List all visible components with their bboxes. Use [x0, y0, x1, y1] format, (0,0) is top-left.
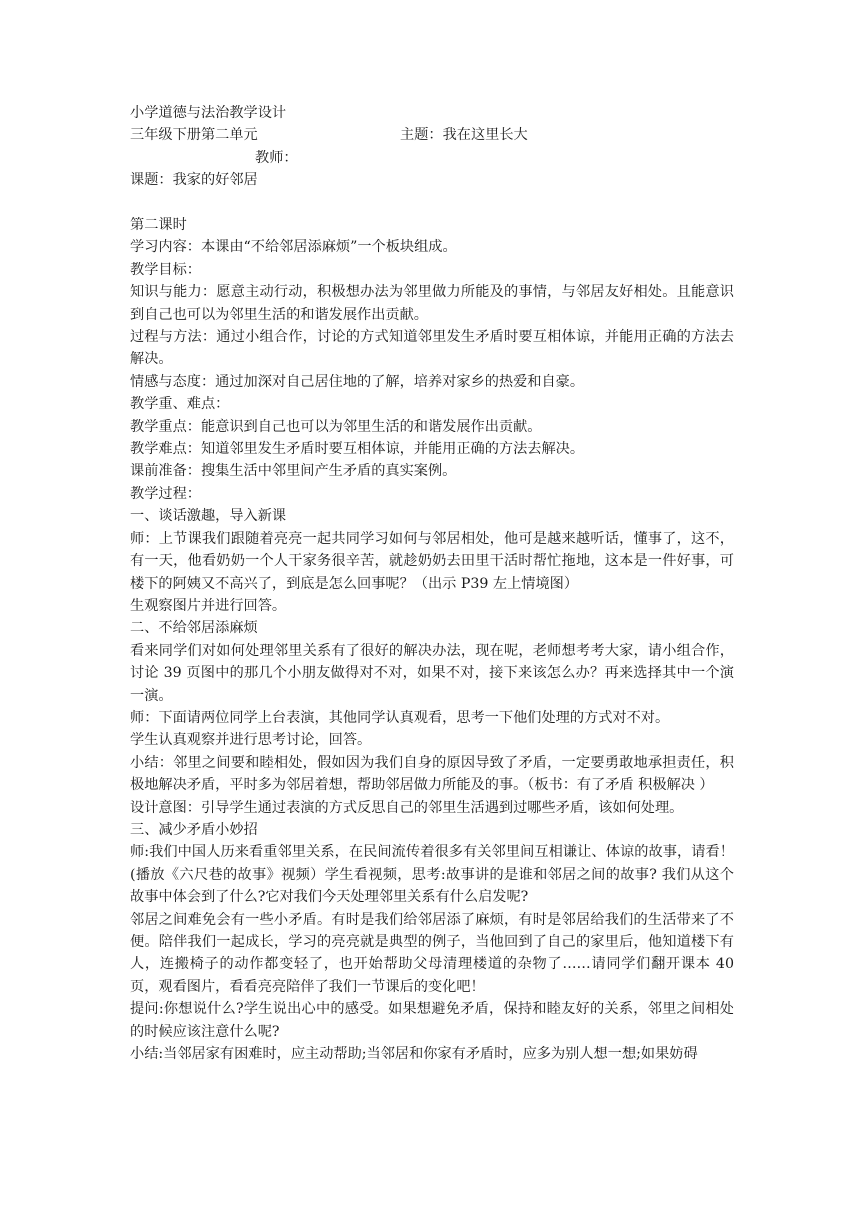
- difficult-point: 教学难点：知道邻里发生矛盾时要互相体谅，并能用正确的方法去解决。: [130, 441, 585, 458]
- section-2-paragraph: 看来同学们对如何处理邻里关系有了很好的解决办法，现在呢，老师想考考大家，请小组合作，讨论 39 页图中的那几个小朋友做得对不对，如果不对，接下来该怎么办？再来选择其中一个演一演。: [130, 642, 734, 704]
- key-point: 教学重点：能意识到自己也可以为邻里生活的和谐发展作出贡献。: [130, 418, 542, 435]
- objective-process: 过程与方法：通过小组合作，讨论的方式知道邻里发生矛盾时要互相体谅，并能用正确的方法去解决。: [130, 329, 734, 368]
- section-2-summary: 小结：邻里之间要和睦相处，假如因为我们自身的原因导致了矛盾，一定要勇敢地承担责任，积极地解决矛盾，平时多为邻居着想，帮助邻居做力所能及的事。（板书：有了矛盾 积极解决 ）: [130, 754, 734, 794]
- grade-unit: 三年级下册第二单元: [130, 127, 258, 144]
- objective-knowledge: 知识与能力：愿意主动行动，积极想办法为邻里做力所能及的事情，与邻居友好相处。且能意识到自己也可以为邻里生活的和谐发展作出贡献。: [130, 284, 734, 323]
- section-1-title: 一、谈话激趣，导入新课: [130, 508, 287, 525]
- lesson-topic: 课题：我家的好邻居: [130, 172, 258, 189]
- section-2-paragraph: 学生认真观察并进行思考讨论，回答。: [130, 732, 372, 749]
- header-row: [130, 124, 734, 146]
- theme: 主题：我在这里长大: [400, 127, 528, 144]
- section-1-paragraph: 师：上节课我们跟随着亮亮一起共同学习如何与邻居相处，他可是越来越听话，懂事了，这不，有一天，他看奶奶一个人干家务很辛苦，就趁奶奶去田里干活时帮忙拖地，这本是一件好事，可楼下的阿姨又不高兴了，到底是怎么回事呢？（出示 P39 左上情境图）: [130, 530, 734, 592]
- keypoints-heading: 教学重、难点：: [130, 396, 230, 413]
- section-1-paragraph: 生观察图片并进行回答。: [130, 597, 287, 614]
- section-2-paragraph: 师：下面请两位同学上台表演，其他同学认真观看，思考一下他们处理的方式对不对。: [130, 709, 670, 726]
- document-title: 小学道德与法治教学设计: [130, 105, 287, 121]
- teacher-label: 教师：: [255, 149, 298, 166]
- process-heading: 教学过程：: [130, 485, 201, 502]
- section-2-design-intent: 设计意图：引导学生通过表演的方式反思自己的邻里生活遇到过哪些矛盾，该如何处理。: [130, 799, 684, 816]
- section-3-title: 三、减少矛盾小妙招: [130, 821, 258, 838]
- section-3-paragraph: 邻居之间难免会有一些小矛盾。有时是我们给邻居添了麻烦，有时是邻居给我们的生活带来了不便。陪伴我们一起成长，学习的亮亮就是典型的例子，当他回到了自己的家里后，他知道楼下有人，连搬椅子的动作都变轻了，也开始帮助父母清理楼道的杂物了……请同学们翻开课本 40 页，观看图片，看看亮亮陪伴了我们一节课后的变化吧！: [130, 911, 734, 995]
- objectives-heading: 教学目标：: [130, 261, 201, 278]
- section-3-paragraph: 提问:你想说什么?学生说出心中的感受。如果想避免矛盾，保持和睦友好的关系，邻里之间相处的时候应该注意什么呢?: [130, 1001, 734, 1040]
- section-3-paragraph: 师:我们中国人历来看重邻里关系，在民间流传着很多有关邻里间互相谦让、体谅的故事，请看！(播放《六尺巷的故事》视频）学生看视频，思考:故事讲的是谁和邻居之间的故事? 我们从这个故事中体会到了什么?它对我们今天处理邻里关系有什么启发呢?: [130, 844, 734, 906]
- objective-emotion: 情感与态度：通过加深对自己居住地的了解，培养对家乡的热爱和自豪。: [130, 373, 585, 390]
- section-3-summary: 小结:当邻居家有困难时，应主动帮助;当邻居和你家有矛盾时，应多为别人想一想;如果妨碍: [130, 1046, 698, 1063]
- preparation: 课前准备：搜集生活中邻里间产生矛盾的真实案例。: [130, 463, 457, 480]
- period-label: 第二课时: [130, 217, 187, 234]
- document-page: [130, 102, 734, 1065]
- blank-line: [130, 192, 734, 214]
- learning-content: 学习内容：本课由“不给邻居添麻烦”一个板块组成。: [130, 239, 457, 256]
- section-2-title: 二、不给邻居添麻烦: [130, 620, 258, 637]
